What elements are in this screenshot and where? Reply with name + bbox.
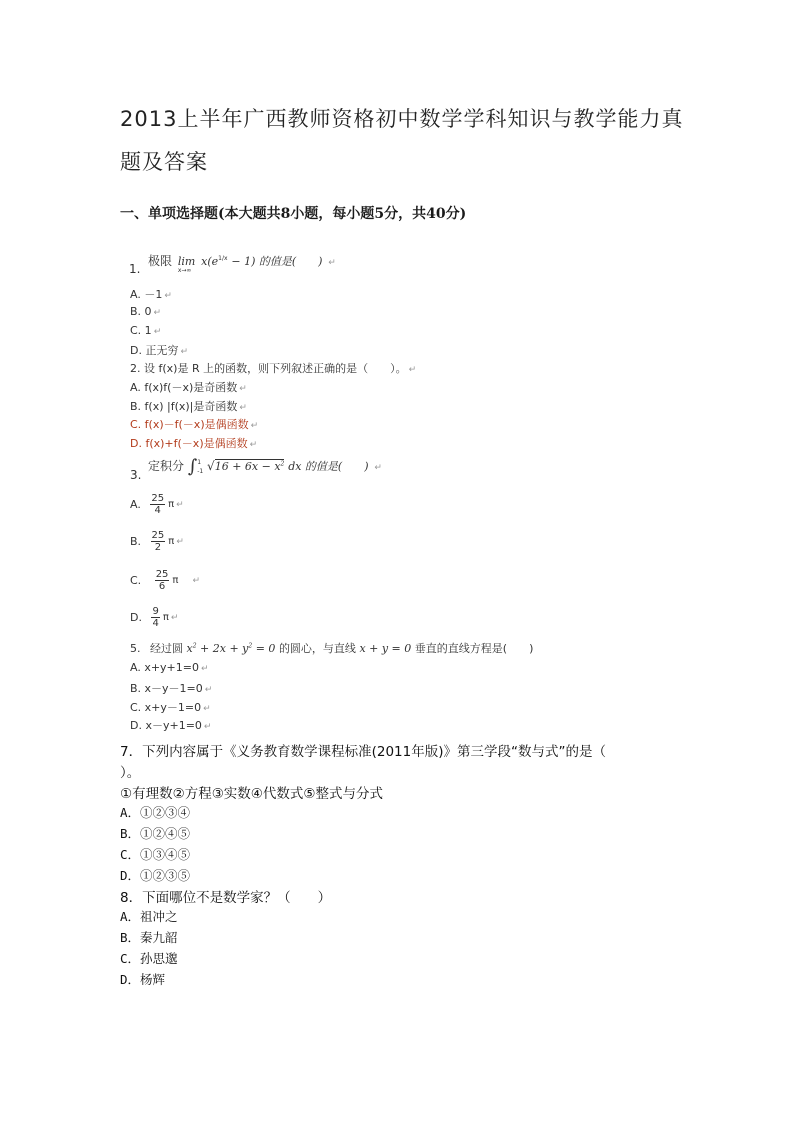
q1-exp: 1/x [218, 255, 228, 262]
q2-option-a-text: A. f(x)f(－x)是奇函数 [130, 381, 238, 394]
q1-option-c [130, 324, 161, 337]
q3-option-a [130, 493, 184, 516]
q5-stem [130, 640, 533, 656]
q2-option-a [130, 379, 247, 395]
q3-option-d-num: 9 [152, 606, 159, 617]
return-mark: ↵ [249, 440, 258, 450]
q3-option-b-pi: π [168, 536, 175, 547]
q8-option-d: D．杨辉 [120, 972, 166, 987]
q3-int-lower: -1 [197, 467, 204, 475]
q3-number: 3. [130, 468, 142, 482]
q5-sup-1: 2 [192, 642, 197, 650]
q5-option-b-text: B. x－y－1=0 [130, 682, 203, 695]
q1-option-b [130, 305, 161, 318]
q3-option-c [130, 569, 200, 592]
q5-option-d [130, 717, 211, 733]
q3-option-b-den: 2 [154, 542, 162, 553]
q3-option-a-label: A. [130, 498, 141, 511]
document-title-line-1: 2013上半年广西教师资格初中数学学科知识与教学能力真 [120, 107, 684, 131]
integral-sign-icon: ∫ [187, 456, 198, 477]
q2-option-b-text: B. f(x) |f(x)|是奇函数 [130, 400, 238, 413]
q3-radicand [215, 459, 285, 473]
return-mark: ↵ [201, 664, 209, 674]
q2-option-d-text: D. f(x)+f(－x)是偶函数 [130, 437, 248, 450]
q3-option-c-den: 6 [158, 581, 166, 592]
q1-option-d-text: D. 正无穷 [130, 344, 179, 357]
q7-option-a: A．①②③④ [120, 805, 191, 820]
q3-post: dx 的值是( ) [288, 460, 369, 473]
q5-circle-eq [187, 642, 276, 655]
return-mark: ↵ [250, 421, 259, 431]
q5-number: 5. [130, 642, 141, 655]
q1-option-b-text: B. 0 [130, 305, 152, 318]
q5-eq-e: = 0 [252, 642, 276, 655]
q1-option-d [130, 342, 188, 358]
q7-items: ①有理数②方程③实数④代数式⑤整式与分式 [120, 786, 384, 802]
q5-line-eq: x + y = 0 [359, 642, 412, 655]
q3-option-a-den: 4 [154, 505, 161, 516]
section-heading: 一、单项选择题(本大题共8小题，每小题5分，共40分) [120, 206, 467, 222]
q8-option-c: C．孙思邈 [120, 951, 178, 966]
return-mark: ↵ [176, 499, 184, 510]
q3-option-d-pi: π [162, 612, 169, 623]
q5-option-a-text: A. x+y+1=0 [130, 661, 199, 674]
return-mark: ↵ [153, 308, 162, 318]
q5-option-c [130, 699, 211, 715]
q7-stem-line-2: ）。 [120, 765, 141, 781]
q3-option-c-label: C. [130, 574, 142, 587]
q2-stem [130, 360, 416, 376]
q5-option-a [130, 661, 209, 674]
q5-stem-f: 的圆心，与直线 [278, 642, 356, 655]
q2-stem-text: 2. 设 f(x)是 R 上的函数，则下列叙述正确的是（ ）。 [130, 362, 407, 375]
document-title-line-2: 题及答案 [120, 150, 208, 174]
q1-stem [148, 252, 336, 274]
q7-option-d: D．①②③⑤ [120, 868, 191, 883]
q1-stem-pre: 极限 [148, 254, 173, 268]
q1-option-a-text: A. －1 [130, 288, 163, 301]
q3-option-b-label: B. [130, 535, 142, 548]
q2-option-c [130, 416, 258, 432]
q3-limits [197, 458, 203, 476]
return-mark: ↵ [204, 685, 213, 695]
return-mark: ↵ [180, 347, 189, 357]
q1-lim [177, 254, 196, 274]
q1-lim-sub: x→∞ [177, 267, 192, 274]
q2-option-c-text: C. f(x)－f(－x)是偶函数 [130, 418, 249, 431]
q3-stem [148, 456, 382, 477]
q8-option-a: A．祖冲之 [120, 909, 178, 924]
q3-option-b-num: 25 [151, 530, 165, 541]
q5-sup-2: 2 [248, 642, 253, 650]
q5-option-c-text: C. x+y－1=0 [130, 701, 202, 714]
q7-option-b: B．①②④⑤ [120, 826, 191, 841]
q8-option-b: B．秦九韶 [120, 930, 178, 945]
return-mark: ↵ [374, 463, 382, 473]
q3-stem-pre: 定积分 [148, 459, 185, 473]
return-mark: ↵ [239, 384, 247, 394]
return-mark: ↵ [328, 258, 336, 268]
q3-option-d-label: D. [130, 611, 142, 624]
q3-option-a-pi: π [168, 499, 175, 510]
return-mark: ↵ [239, 403, 247, 413]
q3-radicand-text: 16 + 6x − x [214, 460, 281, 473]
q7-option-c: C．①③④⑤ [120, 847, 191, 862]
q3-option-b-frac [151, 530, 166, 553]
return-mark: ↵ [170, 612, 179, 623]
q3-option-b [130, 530, 184, 553]
q2-option-b [130, 398, 247, 414]
q1-lim-word: lim [177, 255, 196, 268]
q3-option-c-num: 25 [155, 569, 169, 580]
return-mark: ↵ [176, 536, 184, 547]
return-mark: ↵ [203, 722, 212, 732]
q3-option-c-pi: π [172, 575, 179, 586]
q5-eq-d: + 2x + y [196, 642, 249, 655]
sqrt-icon: √ [207, 459, 215, 473]
q1-number: 1. [129, 262, 141, 276]
q3-option-a-frac [150, 493, 165, 516]
q3-int-upper: 1 [197, 458, 202, 466]
return-mark: ↵ [203, 704, 211, 714]
q3-option-c-frac [155, 569, 170, 592]
return-mark: ↵ [408, 365, 417, 375]
q1-option-c-text: C. 1 [130, 324, 152, 337]
q3-radicand-exp: 2 [280, 460, 285, 468]
q1-post: − 1) 的值是( ) [231, 255, 323, 268]
q3-option-d-frac [151, 606, 159, 629]
q1-expr: x(e [201, 255, 219, 268]
q5-eq-c: x [186, 642, 193, 655]
q5-stem-h: 垂直的直线方程是( ) [414, 642, 534, 655]
q7-stem-line-1: 7．下列内容属于《义务教育数学课程标准(2011年版)》第三学段“数与式”的是（ [120, 744, 606, 760]
return-mark: ↵ [164, 291, 172, 301]
q3-option-d-den: 4 [152, 618, 159, 629]
q5-stem-b: 经过圆 [150, 642, 183, 655]
q2-option-d [130, 435, 257, 451]
q3-option-d [130, 606, 178, 629]
q5-option-b [130, 680, 212, 696]
return-mark: ↵ [153, 327, 162, 337]
q1-option-a [130, 286, 172, 302]
q8-stem: 8．下面哪位不是数学家？（ ） [120, 890, 332, 906]
return-mark: ↵ [192, 575, 200, 586]
q3-option-a-num: 25 [151, 493, 165, 504]
q5-option-d-text: D. x－y+1=0 [130, 719, 202, 732]
